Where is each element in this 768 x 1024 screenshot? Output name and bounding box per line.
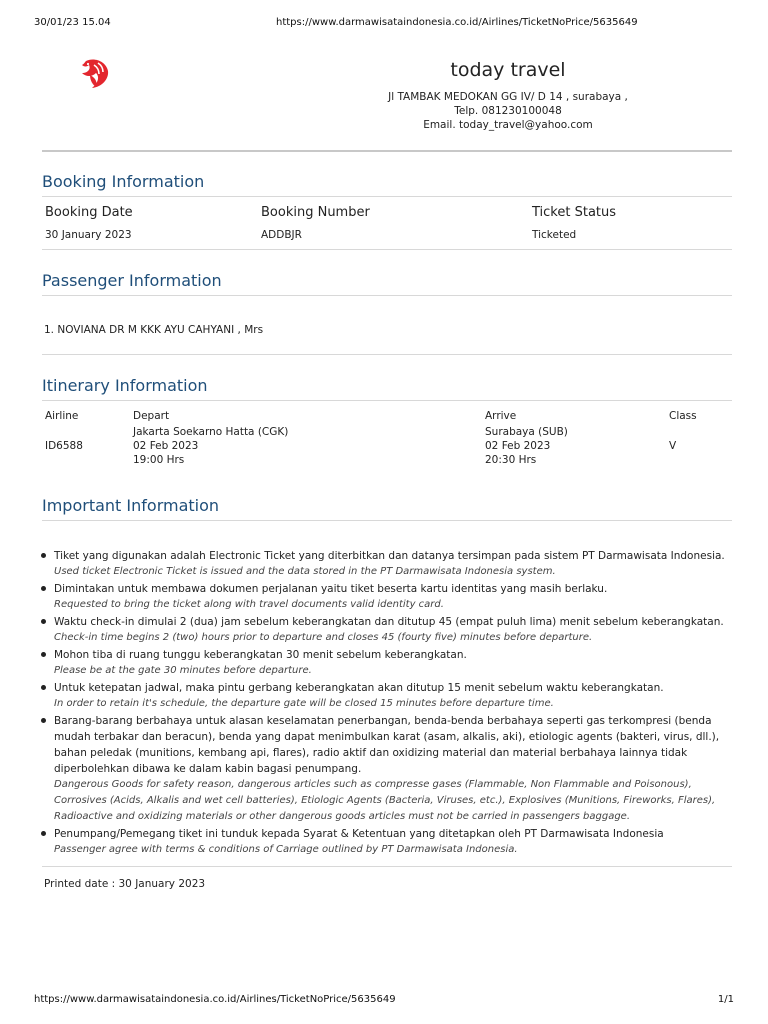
depart-time: 19:00 Hrs xyxy=(133,454,185,466)
bullet-icon xyxy=(41,718,46,723)
list-item xyxy=(38,614,738,646)
info-text-id: Dimintakan untuk membawa dokumen perjalanan yaitu tiket beserta kartu identitas yang masih berlaku. xyxy=(54,583,608,595)
info-text-id: Penumpang/Pemegang tiket ini tunduk kepada Syarat & Ketentuan yang ditetapkan oleh PT Darmawisata Indonesia xyxy=(54,828,664,840)
info-text-en: In order to retain it's schedule, the departure gate will be closed 15 minutes before departure time. xyxy=(54,698,554,709)
arrive-date: 02 Feb 2023 xyxy=(485,440,551,452)
arrive-airport: Surabaya (SUB) xyxy=(485,426,568,438)
important-info-list xyxy=(38,548,738,859)
info-text-id: Mohon tiba di ruang tunggu keberangkatan 30 menit sebelum keberangkatan. xyxy=(54,649,467,661)
info-text-id: Untuk ketepatan jadwal, maka pintu gerbang keberangkatan akan ditutup 15 menit sebelum waktu keberangkatan. xyxy=(54,682,664,694)
info-text-en: Check-in time begins 2 (two) hours prior to departure and closes 45 (fourty five) minutes before departure. xyxy=(54,632,593,643)
print-header xyxy=(34,17,734,31)
bullet-icon xyxy=(41,831,46,836)
list-item xyxy=(38,826,738,858)
agency-phone: Telp. 081230100048 xyxy=(454,105,562,117)
print-footer xyxy=(34,994,734,1008)
bullet-icon xyxy=(41,586,46,591)
itinerary-section-title: Itinerary Information xyxy=(42,376,208,395)
important-section-title: Important Information xyxy=(42,496,220,515)
class-header: Class xyxy=(669,410,697,422)
info-text-en: Dangerous Goods for safety reason, dangerous articles such as compresse gases (Flammable, Non Flammable and Poisonous), Corrosives (Acids, Alkalis and wet cell batteries), Etiologic Agents (Bacteria, Viruses, etc.), Explosives (Munitions, Fireworks, Flares), Radioactive and oxidizing materials or other dangerous goods articles must not be carried in passengers baggage. xyxy=(54,779,716,822)
agency-email: Email. today_travel@yahoo.com xyxy=(423,119,593,131)
depart-date: 02 Feb 2023 xyxy=(133,440,199,452)
bullet-icon xyxy=(41,553,46,558)
print-url: https://www.darmawisataindonesia.co.id/Airlines/TicketNoPrice/5635649 xyxy=(276,17,638,28)
booking-number-header: Booking Number xyxy=(261,205,370,220)
print-timestamp: 30/01/23 15.04 xyxy=(34,17,111,28)
page-number: 1/1 xyxy=(717,994,734,1005)
ticket-status-value: Ticketed xyxy=(532,229,577,241)
ticket-status-header: Ticket Status xyxy=(532,205,617,220)
bullet-icon xyxy=(41,619,46,624)
agency-info xyxy=(360,58,656,132)
list-item xyxy=(38,548,738,580)
info-text-en: Please be at the gate 30 minutes before departure. xyxy=(54,665,312,676)
passenger-end-rule xyxy=(42,354,732,355)
booking-date-header: Booking Date xyxy=(45,205,133,220)
list-item xyxy=(38,713,738,825)
printed-date: Printed date : 30 January 2023 xyxy=(44,878,206,890)
bullet-icon xyxy=(41,685,46,690)
itinerary-title-rule xyxy=(42,400,732,401)
booking-date-value: 30 January 2023 xyxy=(45,229,132,241)
footer-divider xyxy=(42,866,732,867)
list-item xyxy=(38,647,738,679)
lion-bird-logo xyxy=(76,55,112,91)
list-item xyxy=(38,680,738,712)
passenger-title-rule xyxy=(42,295,732,296)
depart-header: Depart xyxy=(133,410,170,422)
class-value: V xyxy=(669,440,677,452)
info-text-en: Requested to bring the ticket along with travel documents valid identity card. xyxy=(54,599,444,610)
header-divider xyxy=(42,150,732,152)
booking-number-value: ADDBJR xyxy=(261,229,302,241)
list-item xyxy=(38,581,738,613)
airline-code: ID6588 xyxy=(45,440,83,452)
depart-airport: Jakarta Soekarno Hatta (CGK) xyxy=(133,426,289,438)
booking-end-rule xyxy=(42,249,732,250)
info-text-id: Barang-barang berbahaya untuk alasan keselamatan penerbangan, benda-benda berbahaya seperti gas terkompresi (benda mudah terbakar dan beracun), benda yang dapat menimbulkan karat (asam, alkalis, aki), etiologic agents (bakteri, virus, dll.), bahan peledak (munitions, kembang api, flares), radio aktif dan oxidizing material dan material berbahaya lainnya tidak diperbolehkan dibawa ke dalam kabin bagasi penumpang. xyxy=(54,715,720,775)
info-text-id: Waktu check-in dimulai 2 (dua) jam sebelum keberangkatan dan ditutup 45 (empat puluh lima) menit sebelum keberangkatan. xyxy=(54,616,724,628)
passenger-item: 1. NOVIANA DR M KKK AYU CAHYANI , Mrs xyxy=(44,324,264,336)
important-title-rule xyxy=(42,520,732,521)
agency-address: Jl TAMBAK MEDOKAN GG IV/ D 14 , surabaya , xyxy=(388,91,628,103)
passenger-section-title: Passenger Information xyxy=(42,271,222,290)
booking-title-rule xyxy=(42,196,732,197)
print-footer-url: https://www.darmawisataindonesia.co.id/Airlines/TicketNoPrice/5635649 xyxy=(34,994,396,1005)
agency-name: today travel xyxy=(450,59,566,81)
bullet-icon xyxy=(41,652,46,657)
arrive-header: Arrive xyxy=(485,410,517,422)
info-text-id: Tiket yang digunakan adalah Electronic Ticket yang diterbitkan dan datanya tersimpan pada sistem PT Darmawisata Indonesia. xyxy=(54,550,725,562)
booking-section-title: Booking Information xyxy=(42,172,205,191)
airline-header: Airline xyxy=(45,410,79,422)
info-text-en: Passenger agree with terms & conditions of Carriage outlined by PT Darmawisata Indonesia. xyxy=(54,844,518,855)
arrive-time: 20:30 Hrs xyxy=(485,454,537,466)
info-text-en: Used ticket Electronic Ticket is issued and the data stored in the PT Darmawisata Indonesia system. xyxy=(54,566,556,577)
